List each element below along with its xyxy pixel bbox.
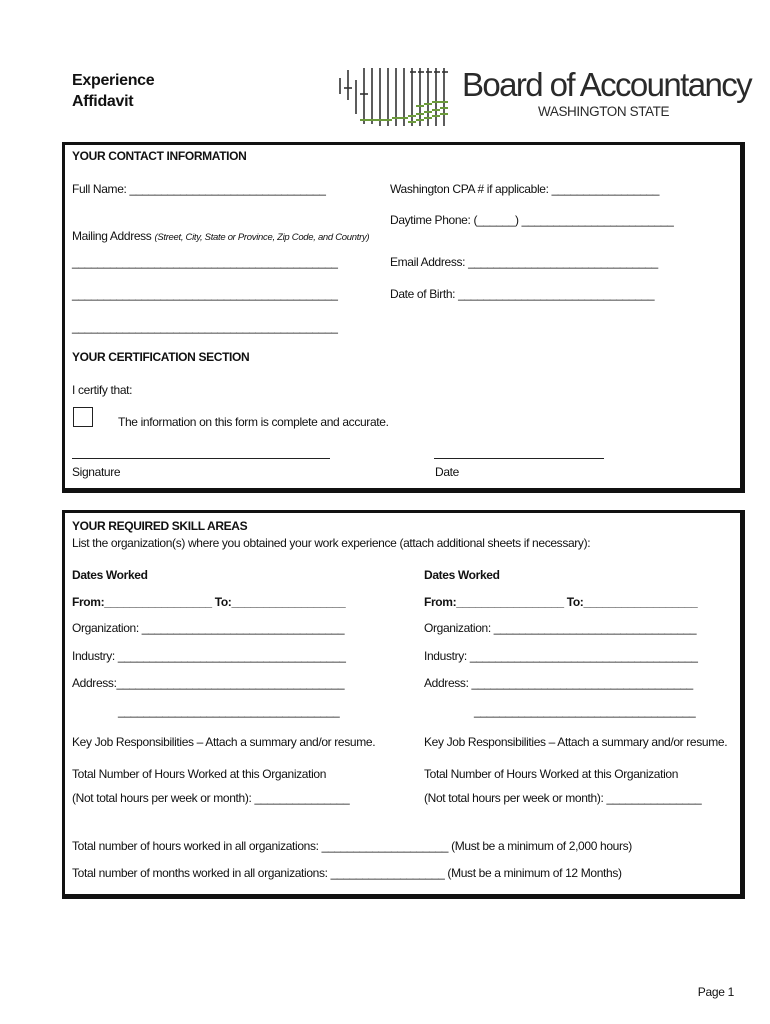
right-address-field[interactable]: Address: ___________________________________ [424,676,693,690]
right-industry-field[interactable]: Industry: ____________________________________ [424,649,698,663]
org-name: Board of Accountancy [462,66,752,103]
org-subtitle: WASHINGTON STATE [538,104,670,119]
mailing-address-label [72,229,369,243]
certify-intro: I certify that: [72,383,133,397]
skills-heading: YOUR REQUIRED SKILL AREAS [72,519,248,533]
skills-instructions: List the organization(s) where you obtained your work experience (attach additional sheets if necessary): [72,536,591,550]
certify-checkbox[interactable] [73,407,93,427]
left-total-hours-label: Total Number of Hours Worked at this Organization [72,767,327,781]
right-responsibilities: Key Job Responsibilities – Attach a summary and/or resume. [424,735,728,749]
right-not-total-field[interactable]: (Not total hours per week or month): _______________ [424,791,702,805]
date-label: Date [435,465,459,479]
document-title [72,70,154,112]
date-line[interactable] [434,458,604,459]
cpa-number-field[interactable]: Washington CPA # if applicable: _________________ [390,182,660,196]
right-from-to-field[interactable]: From:_________________ To:__________________ [424,595,698,609]
email-field[interactable]: Email Address: ______________________________ [390,255,658,269]
full-name-field[interactable]: Full Name: _______________________________ [72,182,326,196]
left-not-total-field[interactable]: (Not total hours per week or month): _______________ [72,791,350,805]
page-number: Page 1 [697,985,734,999]
total-all-hours-field[interactable]: Total number of hours worked in all organizations: ____________________ (Must be a minimum of 2,000 hours) [72,839,632,853]
certification-heading: YOUR CERTIFICATION SECTION [72,350,250,364]
right-total-hours-label: Total Number of Hours Worked at this Organization [424,767,679,781]
date-of-birth-field[interactable]: Date of Birth: _______________________________ [390,287,655,301]
address-line-2[interactable]: __________________________________________ [72,287,338,301]
title-line-2: Affidavit [72,93,134,110]
left-industry-field[interactable]: Industry: ____________________________________ [72,649,346,663]
right-dates-worked: Dates Worked [424,568,500,582]
total-all-months-field[interactable]: Total number of months worked in all organizations: __________________ (Must be a minimum of 12 Months) [72,866,622,880]
certify-statement: The information on this form is complete and accurate. [118,415,389,429]
right-address-cont-field[interactable]: ___________________________________ [474,704,696,718]
left-organization-field[interactable]: Organization: ________________________________ [72,621,345,635]
left-dates-worked: Dates Worked [72,568,148,582]
mailing-address-hint: (Street, City, State or Province, Zip Code, and Country) [154,232,370,243]
signature-label: Signature [72,465,121,479]
left-address-cont-field[interactable]: ___________________________________ [118,704,340,718]
mailing-label-text: Mailing Address [72,229,152,243]
left-responsibilities: Key Job Responsibilities – Attach a summary and/or resume. [72,735,376,749]
address-line-1[interactable]: __________________________________________ [72,255,338,269]
left-from-to-field[interactable]: From:_________________ To:__________________ [72,595,346,609]
signature-line[interactable] [72,458,330,459]
abacus-logo-icon [334,64,450,130]
address-line-3[interactable]: __________________________________________ [72,320,338,334]
daytime-phone-field[interactable]: Daytime Phone: (______) ________________________ [390,213,674,227]
right-organization-field[interactable]: Organization: ________________________________ [424,621,697,635]
left-address-field[interactable]: Address:____________________________________ [72,676,345,690]
contact-heading: YOUR CONTACT INFORMATION [72,149,247,163]
title-line-1: Experience [72,72,155,89]
